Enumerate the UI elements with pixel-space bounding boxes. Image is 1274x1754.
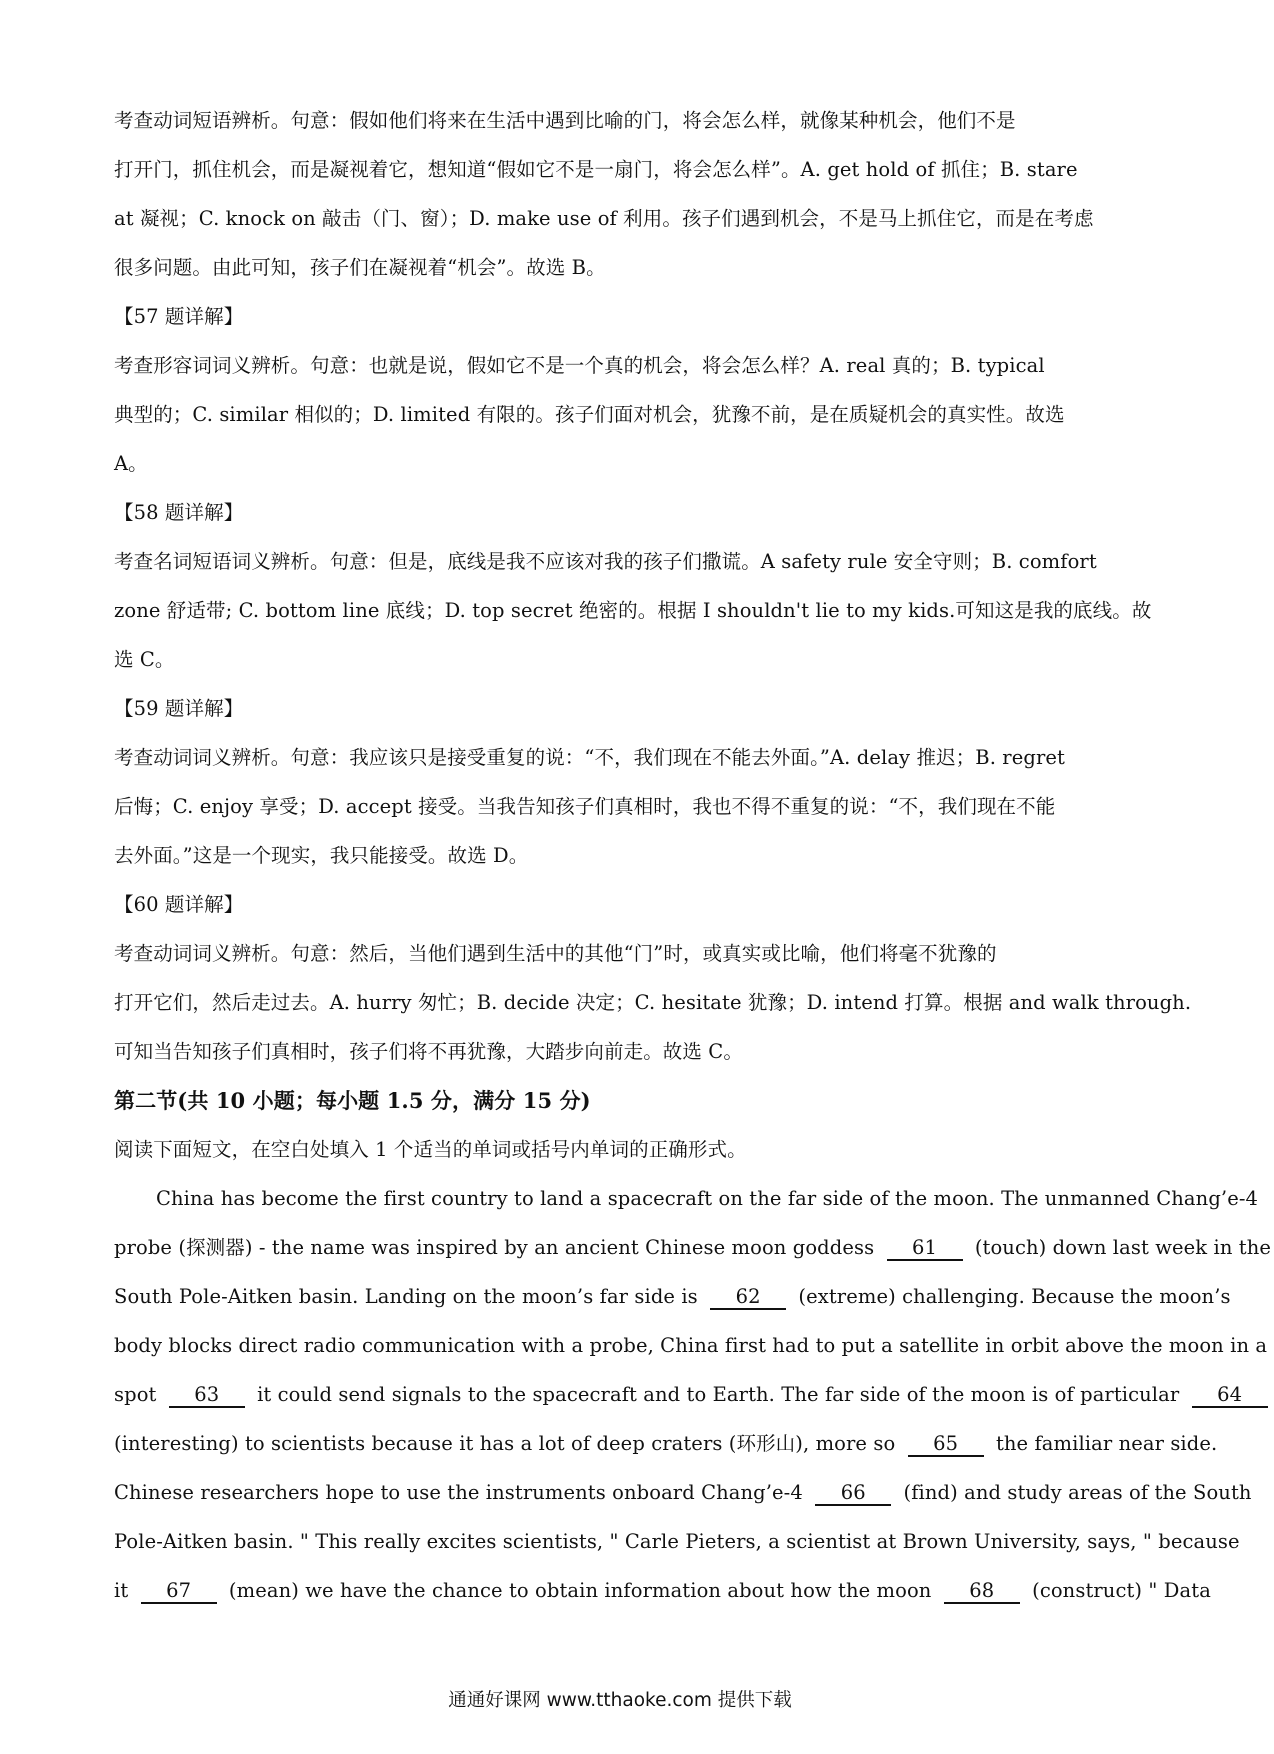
passage-text: it <box>114 1579 129 1602</box>
passage-line <box>114 1223 1272 1272</box>
text-line: 可知当告知孩子们真相时，孩子们将不再犹豫，大踏步向前走。故选 C。 <box>114 1040 743 1063</box>
passage-line <box>114 1468 1252 1517</box>
text-line: 考查形容词词义辨析。句意：也就是说，假如它不是一个真的机会，将会怎么样？A. real 真的；B. typical <box>114 354 1045 377</box>
passage-text: (interesting) to scientists because it has a lot of deep craters (环形山), more so <box>114 1432 896 1455</box>
passage-line: Pole-Aitken basin. " This really excites scientists, " Carle Pieters, a scientist at Brown University, says, " because <box>114 1530 1240 1553</box>
passage-text: (touch) down last week in the <box>974 1236 1272 1259</box>
passage-line <box>114 1566 1211 1615</box>
text-line: A。 <box>114 452 148 475</box>
q57-heading: 【57 题详解】 <box>114 305 244 328</box>
q60-explanation <box>114 880 1192 1076</box>
passage-text: Chinese researchers hope to use the instruments onboard Chang’e-4 <box>114 1481 803 1504</box>
text-line: 选 C。 <box>114 648 175 671</box>
passage-text: (construct) " Data <box>1032 1579 1211 1602</box>
blank-64[interactable]: 64 <box>1192 1384 1268 1408</box>
text-line: 考查名词短语词义辨析。句意：但是，底线是我不应该对我的孩子们撒谎。A safety rule 安全守则；B. comfort <box>114 550 1097 573</box>
passage-text: it could send signals to the spacecraft and to Earth. The far side of the moon is of particular <box>257 1383 1180 1406</box>
text-line: zone 舒适带; C. bottom line 底线；D. top secret 绝密的。根据 I shouldn't lie to my kids.可知这是我的底线。故 <box>114 599 1152 622</box>
passage-line <box>114 1370 1243 1419</box>
blank-67[interactable]: 67 <box>141 1580 217 1604</box>
passage-text: (find) and study areas of the South <box>903 1481 1252 1504</box>
passage-text: the familiar near side. <box>995 1432 1218 1455</box>
q59-heading: 【59 题详解】 <box>114 697 244 720</box>
q56-explanation <box>114 96 1134 292</box>
page-footer: 通通好课网 www.tthaoke.com 提供下载 <box>448 1690 792 1711</box>
blank-68[interactable]: 68 <box>944 1580 1020 1604</box>
passage-text: South Pole-Aitken basin. Landing on the moon’s far side is <box>114 1285 698 1308</box>
passage-line: China has become the first country to land a spacecraft on the far side of the moon. The unmanned Chang’e-4 <box>156 1187 1259 1210</box>
blank-63[interactable]: 63 <box>169 1384 245 1408</box>
passage-text: spot <box>114 1383 157 1406</box>
text-line: 打开门，抓住机会，而是凝视着它，想知道“假如它不是一扇门，将会怎么样”。A. get hold of 抓住；B. stare <box>114 158 1078 181</box>
text-line: 考查动词词义辨析。句意：然后，当他们遇到生活中的其他“门”时，或真实或比喻，他们将毫不犹豫的 <box>114 942 997 965</box>
q57-explanation <box>114 292 1134 488</box>
q58-explanation <box>114 488 1152 684</box>
passage-text: probe (探测器) - the name was inspired by an ancient Chinese moon goddess <box>114 1236 875 1259</box>
text-line: 后悔；C. enjoy 享受；D. accept 接受。当我告知孩子们真相时，我也不得不重复的说：“不，我们现在不能 <box>114 795 1056 818</box>
passage-line <box>114 1272 1231 1321</box>
q60-heading: 【60 题详解】 <box>114 893 244 916</box>
text-line: 考查动词短语辨析。句意：假如他们将来在生活中遇到比喻的门，将会怎么样，就像某种机会，他们不是 <box>114 109 1016 132</box>
text-line: 打开它们，然后走过去。A. hurry 匆忙；B. decide 决定；C. hesitate 犹豫；D. intend 打算。根据 and walk through. <box>114 991 1192 1014</box>
section-instruction: 阅读下面短文，在空白处填入 1 个适当的单词或括号内单词的正确形式。 <box>114 1138 747 1161</box>
passage-line: body blocks direct radio communication with a probe, China first had to put a satellite in orbit above the moon in a <box>114 1334 1268 1357</box>
blank-65[interactable]: 65 <box>908 1433 984 1457</box>
text-line: 很多问题。由此可知，孩子们在凝视着“机会”。故选 B。 <box>114 256 606 279</box>
cloze-passage <box>114 1174 1272 1615</box>
blank-66[interactable]: 66 <box>815 1482 891 1506</box>
text-line: 考查动词词义辨析。句意：我应该只是接受重复的说：“不，我们现在不能去外面。”A. delay 推迟；B. regret <box>114 746 1065 769</box>
text-line: at 凝视；C. knock on 敲击（门、窗）；D. make use of 利用。孩子们遇到机会，不是马上抓住它，而是在考虑 <box>114 207 1094 230</box>
passage-line <box>114 1419 1218 1468</box>
q59-explanation <box>114 684 1134 880</box>
passage-text: (mean) we have the chance to obtain information about how the moon <box>228 1579 932 1602</box>
blank-62[interactable]: 62 <box>710 1286 786 1310</box>
q58-heading: 【58 题详解】 <box>114 501 244 524</box>
blank-61[interactable]: 61 <box>887 1237 963 1261</box>
text-line: 典型的；C. similar 相似的；D. limited 有限的。孩子们面对机会，犹豫不前，是在质疑机会的真实性。故选 <box>114 403 1065 426</box>
passage-text: (extreme) challenging. Because the moon’s <box>798 1285 1231 1308</box>
text-line: 去外面。”这是一个现实，我只能接受。故选 D。 <box>114 844 529 867</box>
section-title: 第二节(共 10 小题；每小题 1.5 分，满分 15 分) <box>114 1088 591 1113</box>
page-content <box>114 96 1272 1615</box>
